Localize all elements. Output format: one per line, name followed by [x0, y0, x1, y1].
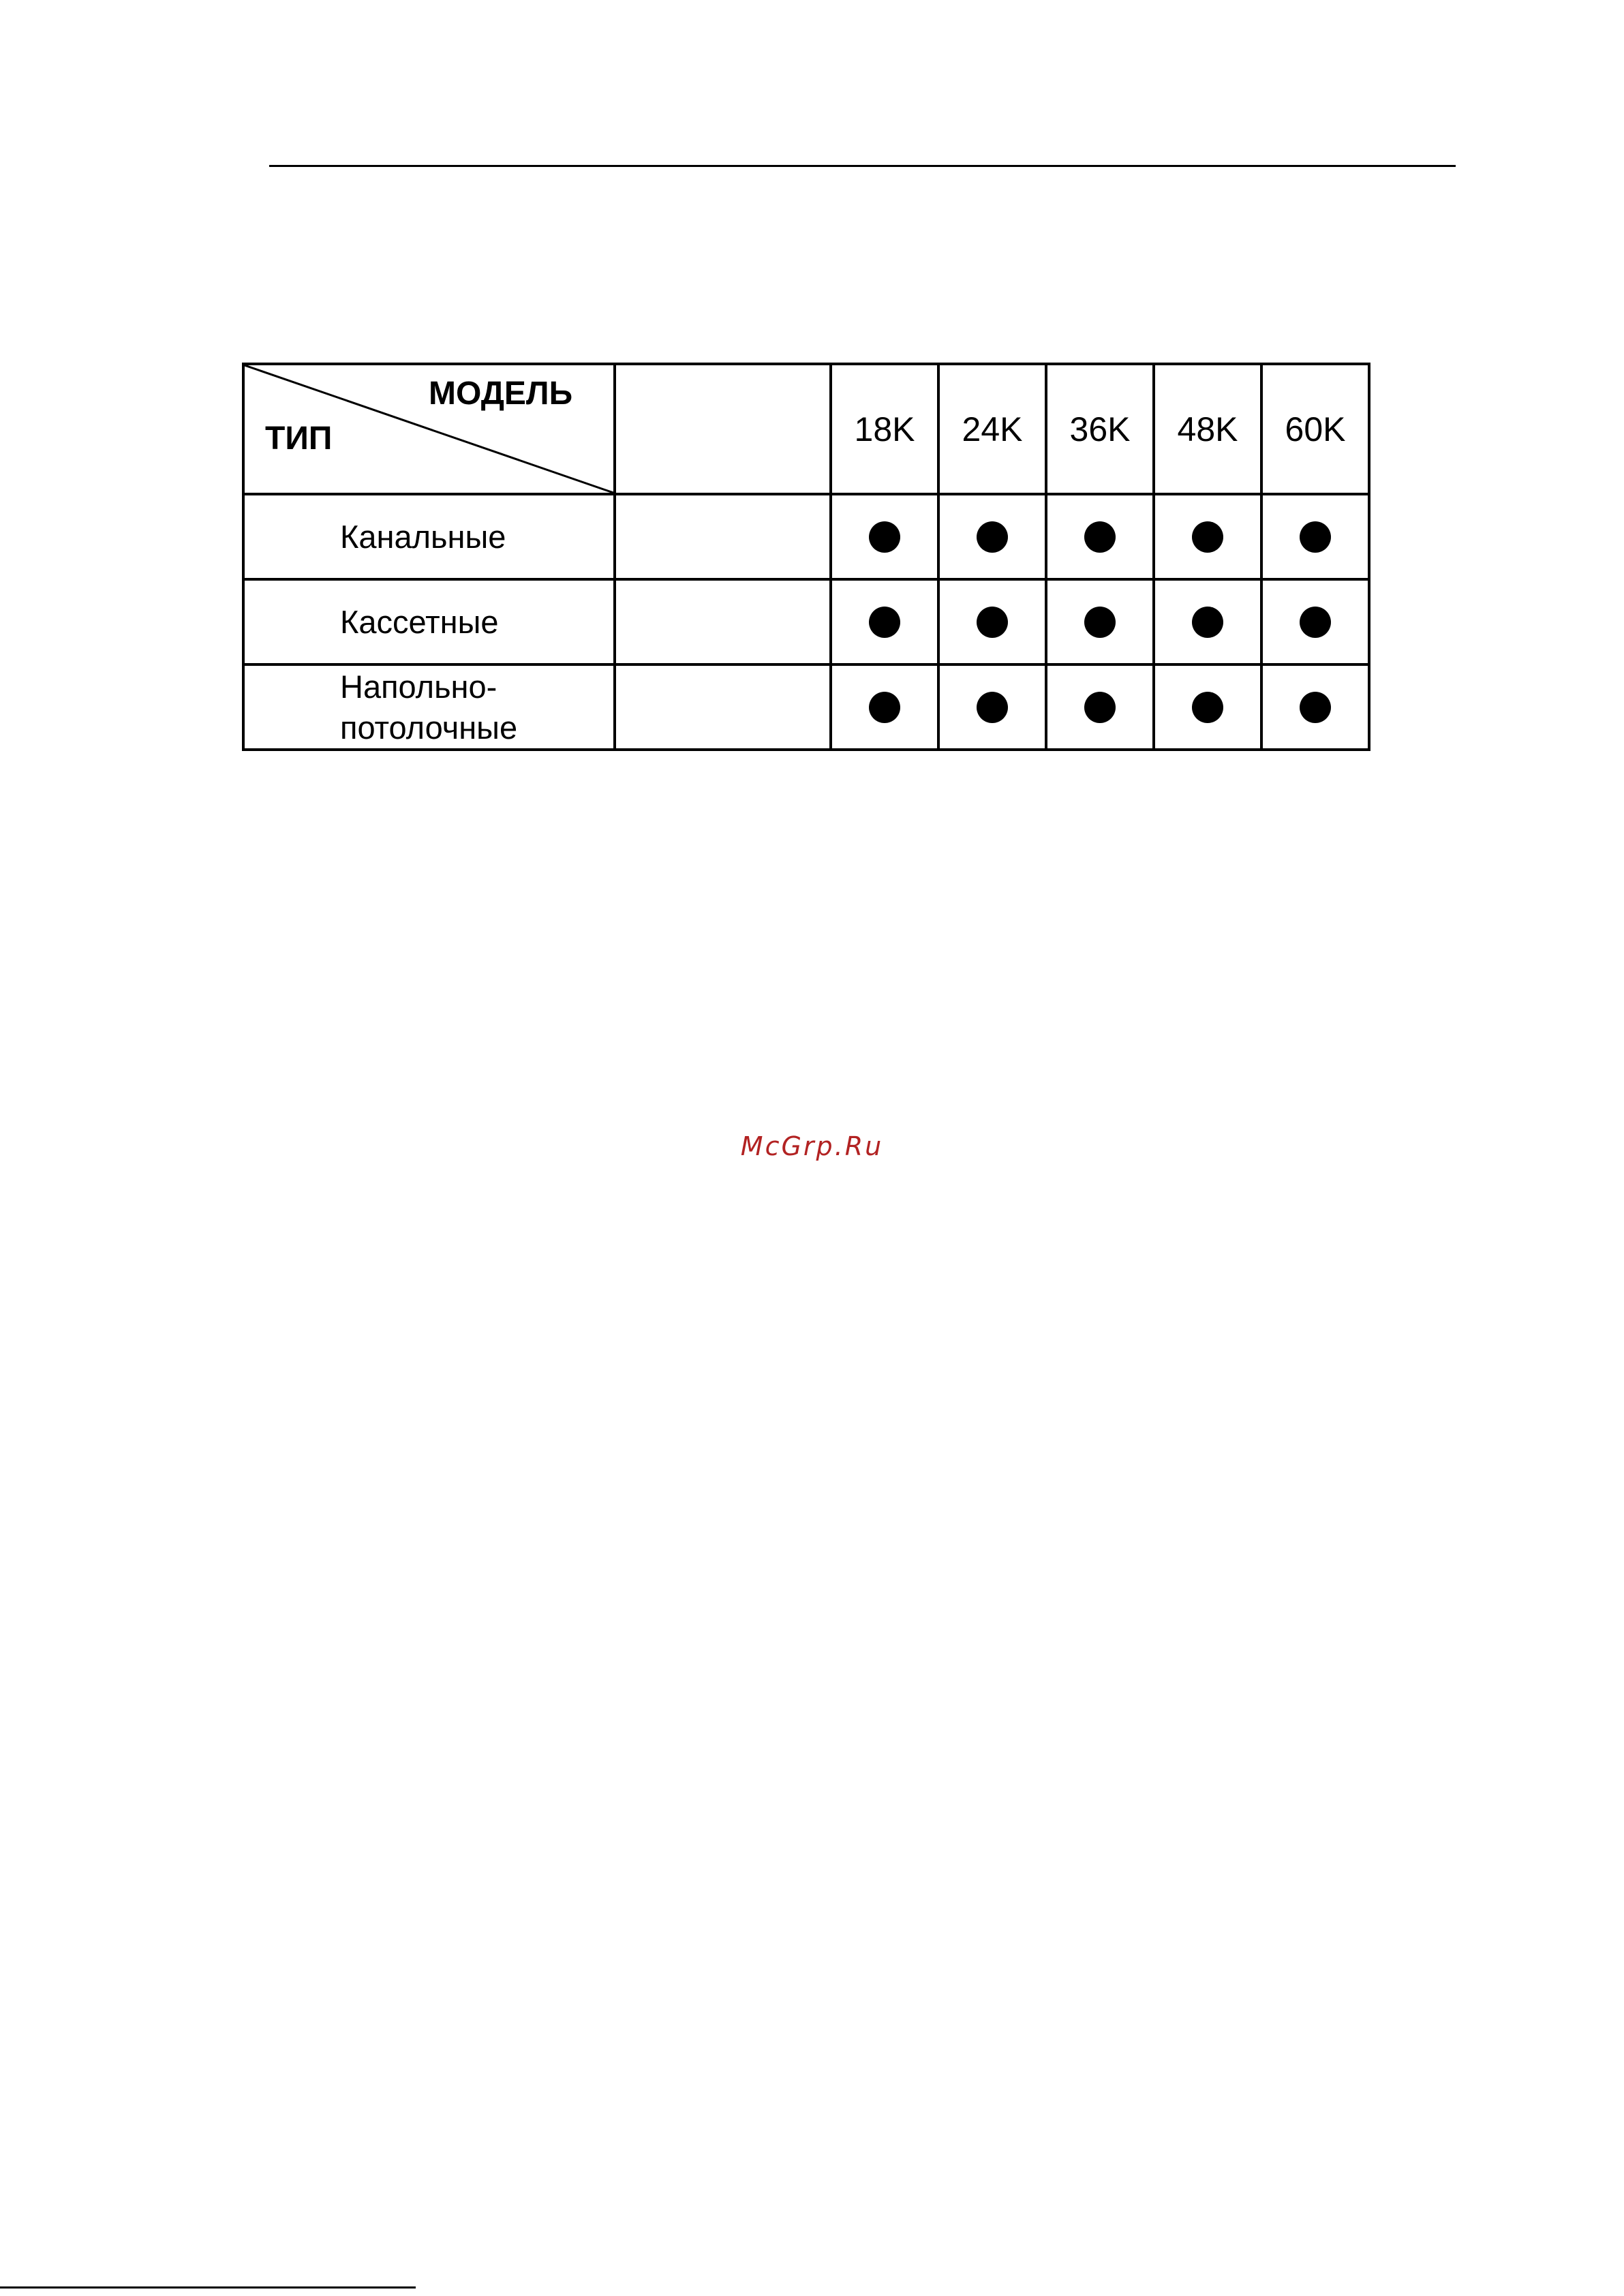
availability-dot-icon [977, 521, 1008, 553]
column-header-label: МОДЕЛЬ [429, 376, 573, 412]
availability-dot-icon [977, 607, 1008, 638]
table-row [243, 664, 1369, 750]
table-header-row [243, 364, 1369, 494]
table-row [243, 579, 1369, 664]
blank-cell [615, 664, 831, 750]
watermark-text: McGrp.Ru [740, 1131, 884, 1161]
availability-cell [831, 664, 938, 750]
row-label-text: Напольно- потолочные [340, 668, 518, 746]
availability-dot-icon [1300, 521, 1331, 553]
corner-header-cell [243, 364, 615, 494]
availability-cell [1046, 494, 1154, 579]
availability-cell [1046, 579, 1154, 664]
availability-dot-icon [869, 521, 900, 553]
model-header-36k: 36K [1046, 364, 1154, 494]
availability-cell [1261, 579, 1369, 664]
availability-cell [1154, 579, 1261, 664]
availability-dot-icon [869, 692, 900, 723]
table-row [243, 494, 1369, 579]
model-header-48k: 48K [1154, 364, 1261, 494]
availability-dot-icon [1192, 521, 1223, 553]
row-label [243, 494, 615, 579]
row-label-text: Канальные [340, 518, 506, 555]
availability-cell [938, 579, 1046, 664]
blank-cell [615, 579, 831, 664]
row-label [243, 664, 615, 750]
header-rule [269, 165, 1456, 167]
row-label [243, 579, 615, 664]
availability-cell [1261, 664, 1369, 750]
table-body [243, 494, 1369, 750]
model-type-table [242, 363, 1370, 751]
availability-dot-icon [1192, 607, 1223, 638]
row-header-label: ТИП [265, 420, 333, 457]
availability-dot-icon [1192, 692, 1223, 723]
availability-cell [1261, 494, 1369, 579]
model-header-18k: 18K [831, 364, 938, 494]
availability-cell [831, 579, 938, 664]
availability-cell [831, 494, 938, 579]
blank-cell [615, 494, 831, 579]
availability-cell [938, 494, 1046, 579]
blank-header-cell [615, 364, 831, 494]
availability-cell [938, 664, 1046, 750]
availability-cell [1154, 494, 1261, 579]
availability-cell [1154, 664, 1261, 750]
row-label-text: Кассетные [340, 603, 499, 640]
model-header-60k: 60K [1261, 364, 1369, 494]
availability-cell [1046, 664, 1154, 750]
availability-dot-icon [1300, 607, 1331, 638]
availability-dot-icon [869, 607, 900, 638]
footer-rule [0, 2286, 416, 2289]
model-header-24k: 24K [938, 364, 1046, 494]
availability-dot-icon [1300, 692, 1331, 723]
availability-dot-icon [1084, 692, 1116, 723]
availability-dot-icon [1084, 607, 1116, 638]
availability-dot-icon [977, 692, 1008, 723]
availability-dot-icon [1084, 521, 1116, 553]
